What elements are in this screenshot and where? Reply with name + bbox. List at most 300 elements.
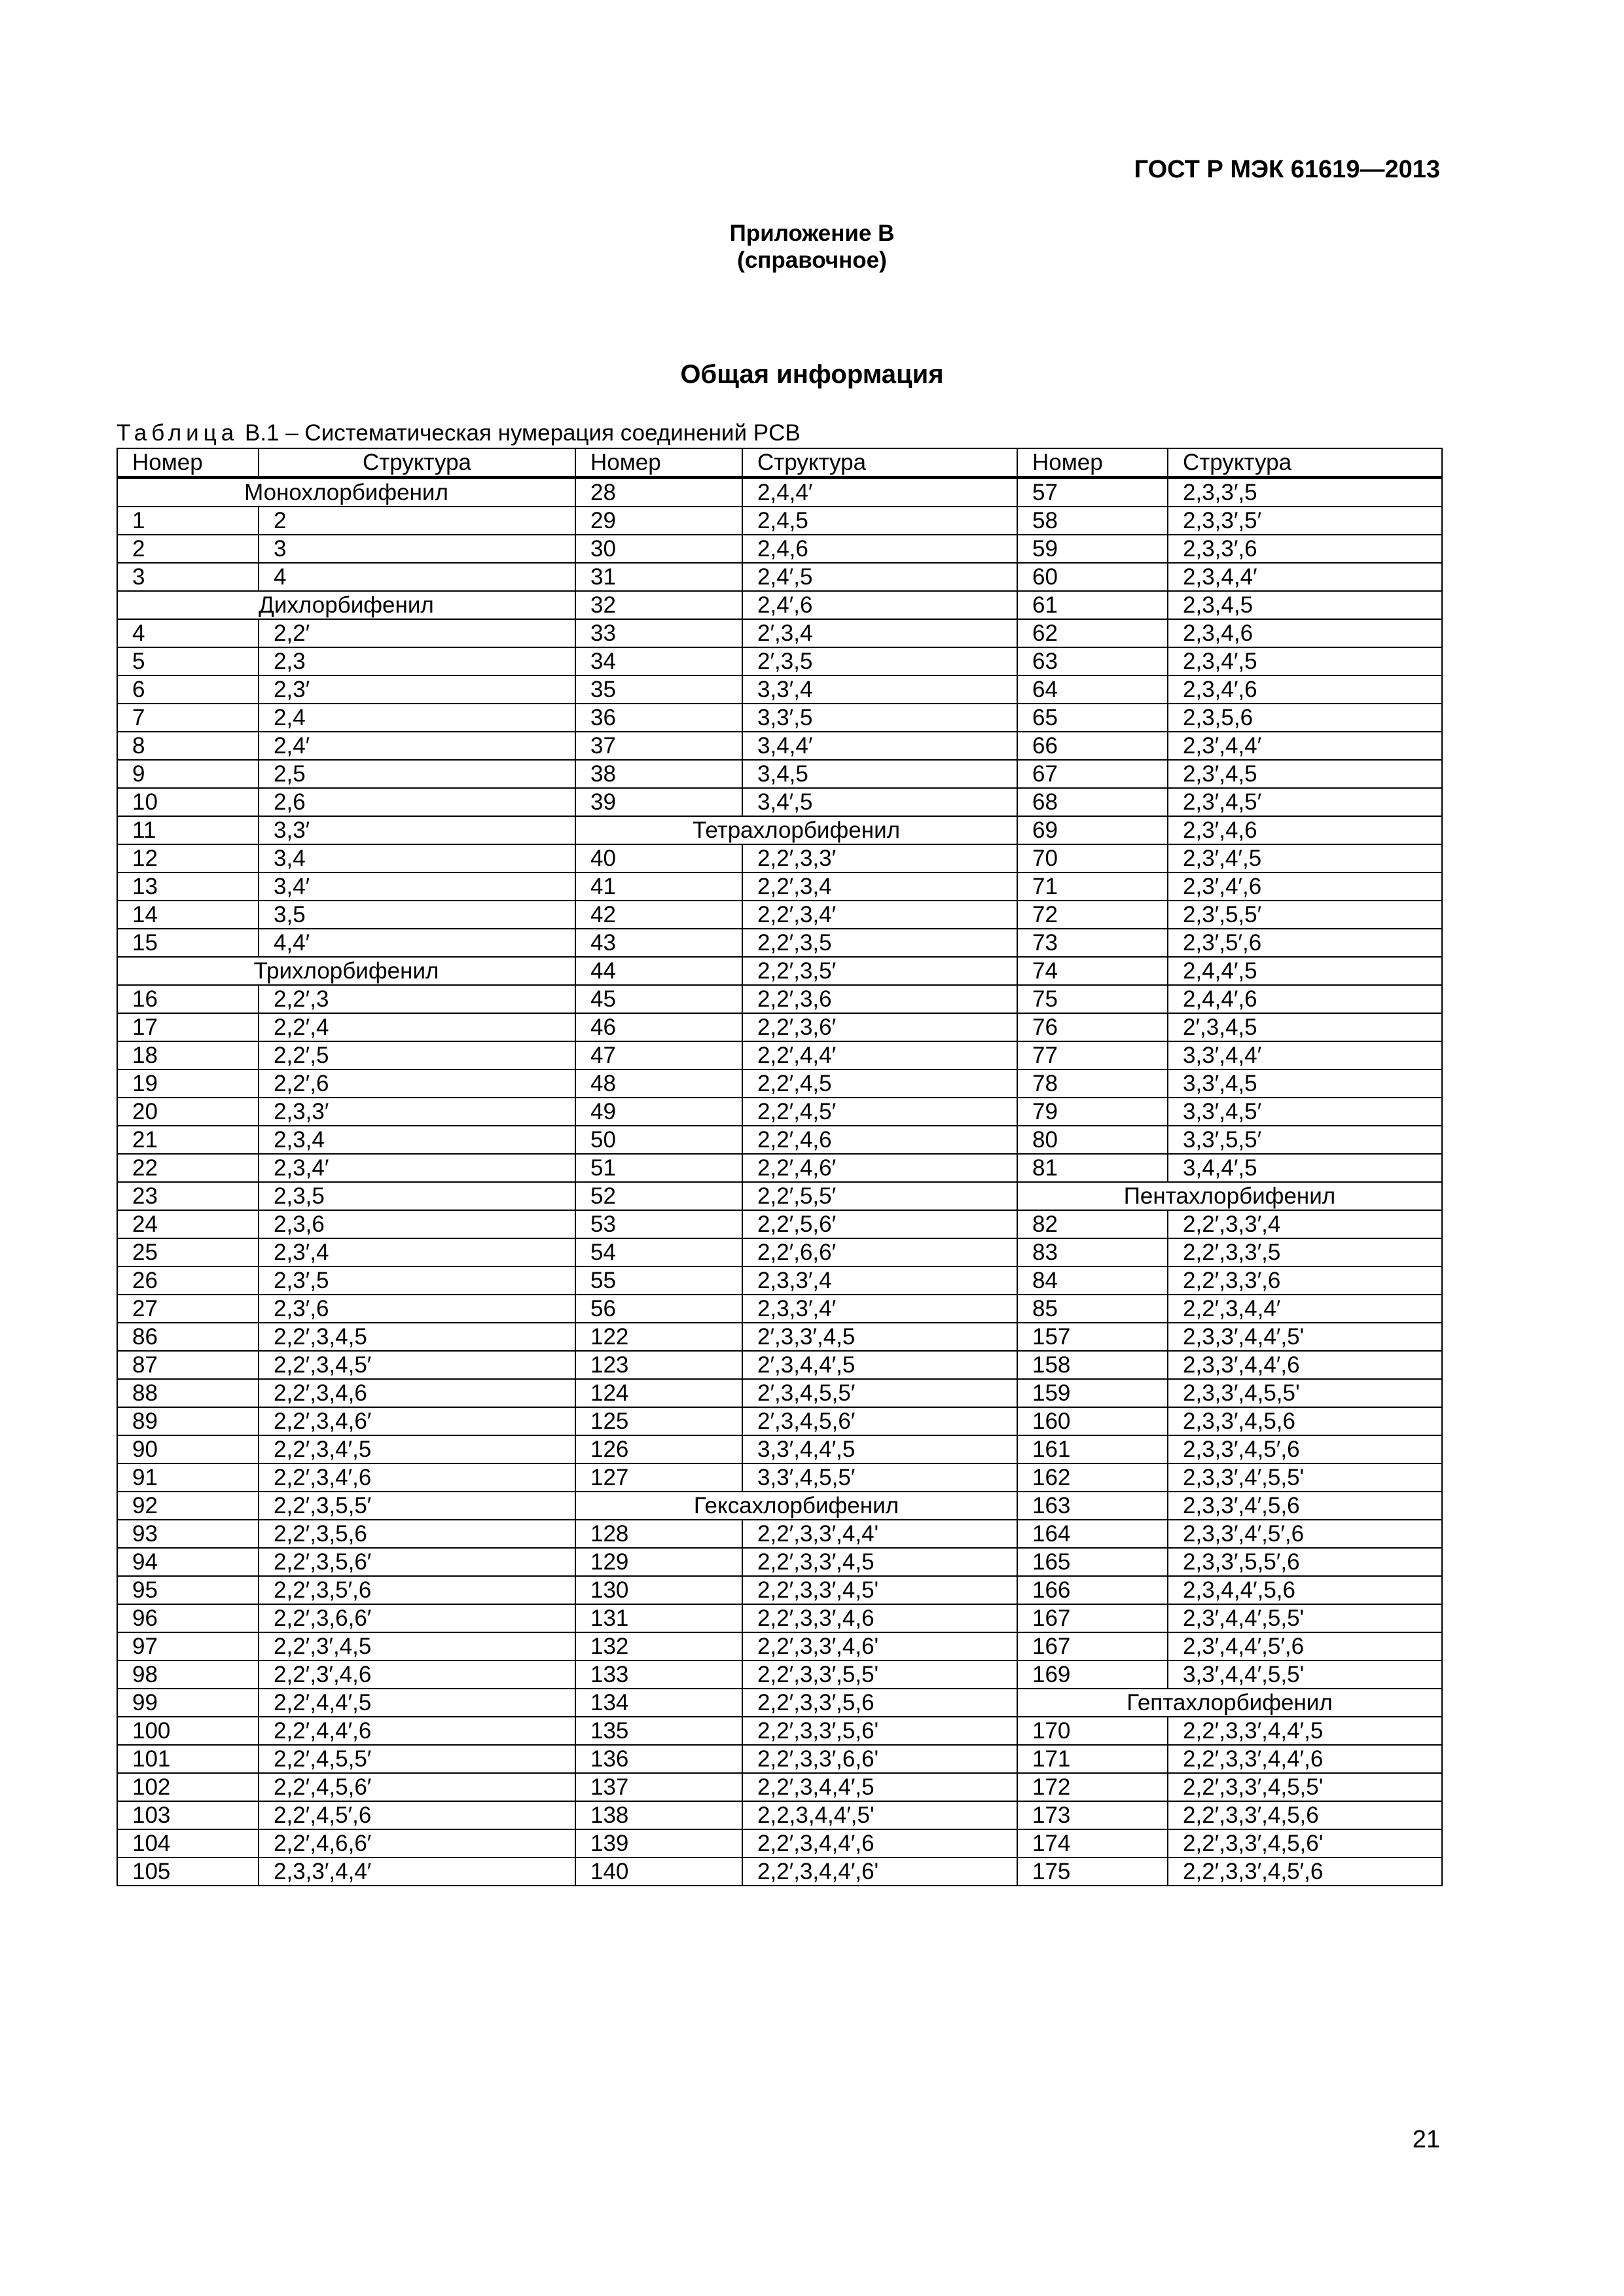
table-cell: 70 — [1017, 844, 1168, 872]
table-cell: 42 — [575, 901, 742, 929]
table-row — [117, 704, 1442, 732]
table-cell: 2,2′,3,3′,5,5' — [742, 1660, 1017, 1689]
table-cell: 57 — [1017, 478, 1168, 507]
table-cell: 4 — [117, 619, 259, 647]
table-row — [117, 1773, 1442, 1801]
table-row — [117, 591, 1442, 619]
table-cell: 2,2′,3,3′,6,6' — [742, 1745, 1017, 1773]
table-cell: 2,3′,4′,6 — [1168, 872, 1442, 901]
table-cell: 75 — [1017, 985, 1168, 1013]
table-row — [117, 1492, 1442, 1520]
table-cell: 33 — [575, 619, 742, 647]
table-row — [117, 1098, 1442, 1126]
table-cell: 55 — [575, 1266, 742, 1295]
table-cell: 2,3,4,4′,5,6 — [1168, 1576, 1442, 1604]
table-cell: 2,3′,5′,6 — [1168, 929, 1442, 957]
table-cell: 2,3,4 — [259, 1126, 575, 1154]
table-cell: 2,3′,6 — [259, 1295, 575, 1323]
table-cell: 2,3,3′,4′,5,6 — [1168, 1492, 1442, 1520]
table-cell: 76 — [1017, 1013, 1168, 1041]
table-row — [117, 1689, 1442, 1717]
table-cell: 171 — [1017, 1745, 1168, 1773]
table-cell: 139 — [575, 1829, 742, 1857]
table-cell: 77 — [1017, 1041, 1168, 1069]
section-heading: Общая информация — [680, 360, 944, 389]
table-cell: 2,2′,4,5,6′ — [259, 1773, 575, 1801]
column-header-number: Номер — [117, 448, 259, 478]
table-cell: 3,4,5 — [742, 760, 1017, 788]
table-cell: 2,4′ — [259, 732, 575, 760]
table-cell: 2,2′,3,4,4′ — [1168, 1295, 1442, 1323]
table-cell: 2,3′,4,4′,5,5' — [1168, 1604, 1442, 1632]
table-cell: 38 — [575, 760, 742, 788]
table-cell: 40 — [575, 844, 742, 872]
table-cell: 2,2′,3,3′,4,6 — [742, 1604, 1017, 1632]
table-cell: 2,2′,3,3′,5 — [1168, 1238, 1442, 1266]
table-cell: 59 — [1017, 535, 1168, 563]
table-cell: 2,3,4,5 — [1168, 591, 1442, 619]
page-number: 21 — [1412, 2126, 1440, 2153]
table-cell: 2,3,5,6 — [1168, 704, 1442, 732]
table-row — [117, 1520, 1442, 1548]
table-cell: 2,4′,6 — [742, 591, 1017, 619]
group-header-cell: Трихлорбифенил — [117, 957, 575, 985]
table-cell: 3 — [117, 563, 259, 591]
table-cell: 132 — [575, 1632, 742, 1660]
table-cell: 2,3,4,4′ — [1168, 563, 1442, 591]
table-cell: 2,3′,4,6 — [1168, 816, 1442, 844]
table-cell: 1 — [117, 507, 259, 535]
table-cell: 32 — [575, 591, 742, 619]
table-cell: 2,3,3′,4,4′ — [259, 1857, 575, 1886]
table-cell: 13 — [117, 872, 259, 901]
table-cell: 46 — [575, 1013, 742, 1041]
table-cell: 20 — [117, 1098, 259, 1126]
table-cell: 2,2′,4,5′ — [742, 1098, 1017, 1126]
table-cell: 2,2′,3,6′ — [742, 1013, 1017, 1041]
table-cell: 39 — [575, 788, 742, 816]
table-cell: 85 — [1017, 1295, 1168, 1323]
table-cell: 6 — [117, 675, 259, 704]
table-cell: 21 — [117, 1126, 259, 1154]
table-cell: 2,2′,3,3′,4,5,6 — [1168, 1801, 1442, 1829]
table-cell: 2,2′,4,5′,6 — [259, 1801, 575, 1829]
table-cell: 3,3′,4,4′ — [1168, 1041, 1442, 1069]
table-cell: 164 — [1017, 1520, 1168, 1548]
table-cell: 2,2′,4,4′,6 — [259, 1717, 575, 1745]
table-cell: 125 — [575, 1407, 742, 1435]
table-row — [117, 1351, 1442, 1379]
table-cell: 19 — [117, 1069, 259, 1098]
table-cell: 2,2′,4,4′,5 — [259, 1689, 575, 1717]
table-row — [117, 1717, 1442, 1745]
table-cell: 2,3,3′,4,5,5' — [1168, 1379, 1442, 1407]
table-cell: 11 — [117, 816, 259, 844]
table-cell: 29 — [575, 507, 742, 535]
table-cell: 60 — [1017, 563, 1168, 591]
table-cell: 3,3′,4,4′,5 — [742, 1435, 1017, 1463]
table-cell: 3 — [259, 535, 575, 563]
table-cell: 2,3′,4,5 — [1168, 760, 1442, 788]
table-cell: 100 — [117, 1717, 259, 1745]
table-cell: 2,3,3′ — [259, 1098, 575, 1126]
table-cell: 2,2′,3,3′,4,4′,6 — [1168, 1745, 1442, 1773]
table-cell: 163 — [1017, 1492, 1168, 1520]
table-cell: 159 — [1017, 1379, 1168, 1407]
table-cell: 3,3′,4,5,5′ — [742, 1463, 1017, 1492]
table-cell: 93 — [117, 1520, 259, 1548]
table-cell: 48 — [575, 1069, 742, 1098]
table-cell: 87 — [117, 1351, 259, 1379]
table-cell: 99 — [117, 1689, 259, 1717]
table-cell: 2,2′,3,3′,4,6' — [742, 1632, 1017, 1660]
table-cell: 165 — [1017, 1548, 1168, 1576]
table-cell: 66 — [1017, 732, 1168, 760]
table-cell: 161 — [1017, 1435, 1168, 1463]
table-cell: 37 — [575, 732, 742, 760]
table-cell: 2 — [259, 507, 575, 535]
table-row — [117, 1126, 1442, 1154]
table-cell: 131 — [575, 1604, 742, 1632]
table-cell: 126 — [575, 1435, 742, 1463]
group-header-cell: Дихлорбифенил — [117, 591, 575, 619]
table-cell: 72 — [1017, 901, 1168, 929]
table-cell: 133 — [575, 1660, 742, 1689]
table-cell: 31 — [575, 563, 742, 591]
table-cell: 2,2′,4,5 — [742, 1069, 1017, 1098]
table-cell: 2,2′,3,4′,5 — [259, 1435, 575, 1463]
table-cell: 2,2′,3,3′,4,4′,5 — [1168, 1717, 1442, 1745]
table-cell: 36 — [575, 704, 742, 732]
table-cell: 3,3′ — [259, 816, 575, 844]
table-cell: 2,2′,3,4,4′,6' — [742, 1857, 1017, 1886]
table-cell: 2,2′,3′,4,5 — [259, 1632, 575, 1660]
table-row — [117, 1801, 1442, 1829]
table-cell: 122 — [575, 1323, 742, 1351]
table-cell: 2,3,3′,4 — [742, 1266, 1017, 1295]
table-cell: 9 — [117, 760, 259, 788]
table-cell: 3,4,4′,5 — [1168, 1154, 1442, 1182]
table-cell: 88 — [117, 1379, 259, 1407]
table-cell: 2,2′,3,5′,6 — [259, 1576, 575, 1604]
table-cell: 2,2,3,4,4′,5' — [742, 1801, 1017, 1829]
table-cell: 2,2′,3′,4,6 — [259, 1660, 575, 1689]
table-cell: 2,3,3′,4′,5,5' — [1168, 1463, 1442, 1492]
table-cell: 49 — [575, 1098, 742, 1126]
column-header-structure: Структура — [1168, 448, 1442, 478]
table-cell: 24 — [117, 1210, 259, 1238]
table-cell: 173 — [1017, 1801, 1168, 1829]
table-cell: 74 — [1017, 957, 1168, 985]
table-cell: 167 — [1017, 1604, 1168, 1632]
table-row — [117, 844, 1442, 872]
table-cell: 2,2′,5 — [259, 1041, 575, 1069]
table-row — [117, 1266, 1442, 1295]
table-cell: 68 — [1017, 788, 1168, 816]
table-cell: 130 — [575, 1576, 742, 1604]
table-cell: 101 — [117, 1745, 259, 1773]
table-cell: 92 — [117, 1492, 259, 1520]
table-cell: 23 — [117, 1182, 259, 1210]
table-cell: 2′,3,4,5,6′ — [742, 1407, 1017, 1435]
table-cell: 63 — [1017, 647, 1168, 675]
table-cell: 97 — [117, 1632, 259, 1660]
table-cell: 22 — [117, 1154, 259, 1182]
table-cell: 2,2′,3,4,5 — [259, 1323, 575, 1351]
table-cell: 2,2′,4,6 — [742, 1126, 1017, 1154]
table-cell: 3,3′,4,5 — [1168, 1069, 1442, 1098]
table-cell: 3,4′,5 — [742, 788, 1017, 816]
table-cell: 104 — [117, 1829, 259, 1857]
table-cell: 2,2′,3,5,5′ — [259, 1492, 575, 1520]
document-code: ГОСТ Р МЭК 61619—2013 — [1134, 156, 1440, 183]
table-cell: 17 — [117, 1013, 259, 1041]
table-cell: 71 — [1017, 872, 1168, 901]
table-cell: 2,2′,3,3′,6 — [1168, 1266, 1442, 1295]
table-cell: 2,3,5 — [259, 1182, 575, 1210]
table-cell: 2,3′,4 — [259, 1238, 575, 1266]
table-cell: 2,3,3′,4′,5′,6 — [1168, 1520, 1442, 1548]
table-cell: 67 — [1017, 760, 1168, 788]
table-cell: 56 — [575, 1295, 742, 1323]
table-cell: 138 — [575, 1801, 742, 1829]
table-cell: 2,3,3′,4,4′,6 — [1168, 1351, 1442, 1379]
table-cell: 129 — [575, 1548, 742, 1576]
group-header-cell: Монохлорбифенил — [117, 478, 575, 507]
table-cell: 2,2′,3,3′,5,6 — [742, 1689, 1017, 1717]
table-cell: 43 — [575, 929, 742, 957]
table-cell: 2,2′,4,6,6′ — [259, 1829, 575, 1857]
table-cell: 2,3′,4,4′,5′,6 — [1168, 1632, 1442, 1660]
table-cell: 2,2′,4 — [259, 1013, 575, 1041]
table-cell: 84 — [1017, 1266, 1168, 1295]
table-cell: 2,2′,3,4 — [742, 872, 1017, 901]
table-row — [117, 1182, 1442, 1210]
table-caption-label: Таблица — [117, 420, 239, 446]
table-caption — [117, 419, 801, 448]
table-cell: 15 — [117, 929, 259, 957]
table-row — [117, 1407, 1442, 1435]
table-cell: 2,4,6 — [742, 535, 1017, 563]
table-header-row — [117, 448, 1442, 478]
table-row — [117, 1323, 1442, 1351]
table-cell: 2,4′,5 — [742, 563, 1017, 591]
table-row — [117, 1745, 1442, 1773]
table-row — [117, 901, 1442, 929]
table-cell: 2′,3,4,5,5′ — [742, 1379, 1017, 1407]
group-header-cell: Гексахлорбифенил — [575, 1492, 1017, 1520]
table-row — [117, 478, 1442, 507]
table-cell: 2,3,4,6 — [1168, 619, 1442, 647]
table-cell: 102 — [117, 1773, 259, 1801]
table-cell: 103 — [117, 1801, 259, 1829]
table-cell: 78 — [1017, 1069, 1168, 1098]
table-cell: 2,2′,3,3′,4,5 — [742, 1548, 1017, 1576]
table-cell: 3,3′,5 — [742, 704, 1017, 732]
table-row — [117, 1041, 1442, 1069]
table-row — [117, 619, 1442, 647]
table-cell: 2,3,4′,6 — [1168, 675, 1442, 704]
table-cell: 2,3′,4,4′ — [1168, 732, 1442, 760]
table-cell: 2,2′,3,5 — [742, 929, 1017, 957]
table-row — [117, 929, 1442, 957]
table-row — [117, 1548, 1442, 1576]
table-cell: 105 — [117, 1857, 259, 1886]
table-cell: 123 — [575, 1351, 742, 1379]
table-cell: 54 — [575, 1238, 742, 1266]
table-row — [117, 563, 1442, 591]
group-header-cell: Гептахлорбифенил — [1017, 1689, 1442, 1717]
table-cell: 91 — [117, 1463, 259, 1492]
table-cell: 2,2′,3,4,6′ — [259, 1407, 575, 1435]
table-cell: 25 — [117, 1238, 259, 1266]
table-cell: 34 — [575, 647, 742, 675]
table-cell: 14 — [117, 901, 259, 929]
table-row — [117, 1238, 1442, 1266]
group-header-cell: Пентахлорбифенил — [1017, 1182, 1442, 1210]
table-cell: 83 — [1017, 1238, 1168, 1266]
table-cell: 2 — [117, 535, 259, 563]
table-row — [117, 1069, 1442, 1098]
table-cell: 2,2′,6 — [259, 1069, 575, 1098]
table-cell: 2,2′,3,3′,5,6' — [742, 1717, 1017, 1745]
table-row — [117, 1379, 1442, 1407]
column-header-number: Номер — [1017, 448, 1168, 478]
table-cell: 65 — [1017, 704, 1168, 732]
table-cell: 3,3′,4 — [742, 675, 1017, 704]
table-cell: 52 — [575, 1182, 742, 1210]
table-cell: 94 — [117, 1548, 259, 1576]
table-cell: 10 — [117, 788, 259, 816]
table-cell: 73 — [1017, 929, 1168, 957]
table-row — [117, 1829, 1442, 1857]
table-row — [117, 1576, 1442, 1604]
table-cell: 82 — [1017, 1210, 1168, 1238]
table-cell: 2,3′,5 — [259, 1266, 575, 1295]
table-cell: 2,2′,3,3′,4,5′,6 — [1168, 1857, 1442, 1886]
table-row — [117, 535, 1442, 563]
table-cell: 3,4 — [259, 844, 575, 872]
table-cell: 2,3′,4,5′ — [1168, 788, 1442, 816]
table-row — [117, 1013, 1442, 1041]
table-row — [117, 1857, 1442, 1886]
table-cell: 41 — [575, 872, 742, 901]
table-cell: 4,4′ — [259, 929, 575, 957]
table-cell: 2,3,4′,5 — [1168, 647, 1442, 675]
table-cell: 3,3′,4,5′ — [1168, 1098, 1442, 1126]
table-row — [117, 1463, 1442, 1492]
table-cell: 2′,3,3′,4,5 — [742, 1323, 1017, 1351]
table-row — [117, 1210, 1442, 1238]
table-row — [117, 1295, 1442, 1323]
table-cell: 2,6 — [259, 788, 575, 816]
table-cell: 4 — [259, 563, 575, 591]
table-cell: 2,2′ — [259, 619, 575, 647]
table-cell: 2,2′,4,5,5′ — [259, 1745, 575, 1773]
table-cell: 2,3,3′,5′ — [1168, 507, 1442, 535]
table-cell: 64 — [1017, 675, 1168, 704]
table-cell: 44 — [575, 957, 742, 985]
table-cell: 96 — [117, 1604, 259, 1632]
table-caption-text: В.1 – Систематическая нумерация соединений PCB — [244, 420, 801, 446]
table-cell: 2,3,3′,6 — [1168, 535, 1442, 563]
table-cell: 2,3,3′,4,5,6 — [1168, 1407, 1442, 1435]
table-cell: 26 — [117, 1266, 259, 1295]
table-cell: 53 — [575, 1210, 742, 1238]
column-header-structure: Структура — [742, 448, 1017, 478]
table-cell: 45 — [575, 985, 742, 1013]
table-cell: 2,2′,3,3′ — [742, 844, 1017, 872]
table-cell: 2,2′,3,3′,4,5,5' — [1168, 1773, 1442, 1801]
column-header-number: Номер — [575, 448, 742, 478]
table-row — [117, 1632, 1442, 1660]
table-cell: 58 — [1017, 507, 1168, 535]
table-cell: 2,3,3′,4,4′,5' — [1168, 1323, 1442, 1351]
table-row — [117, 1154, 1442, 1182]
table-cell: 158 — [1017, 1351, 1168, 1379]
table-cell: 128 — [575, 1520, 742, 1548]
table-cell: 89 — [117, 1407, 259, 1435]
table-cell: 2,5 — [259, 760, 575, 788]
table-cell: 2,2′,3,4′ — [742, 901, 1017, 929]
table-cell: 2,3,4′ — [259, 1154, 575, 1182]
group-header-cell: Тетрахлорбифенил — [575, 816, 1017, 844]
table-row — [117, 1604, 1442, 1632]
table-cell: 2,3,6 — [259, 1210, 575, 1238]
table-cell: 2,3,3′,4′ — [742, 1295, 1017, 1323]
table-cell: 2,3,3′,5,5′,6 — [1168, 1548, 1442, 1576]
table-row — [117, 647, 1442, 675]
table-cell: 30 — [575, 535, 742, 563]
table-cell: 95 — [117, 1576, 259, 1604]
table-cell: 2,2′,6,6′ — [742, 1238, 1017, 1266]
table-cell: 2′,3,4,4′,5 — [742, 1351, 1017, 1379]
appendix-title: Приложение В — [729, 221, 895, 246]
table-row — [117, 957, 1442, 985]
table-cell: 134 — [575, 1689, 742, 1717]
table-cell: 140 — [575, 1857, 742, 1886]
table-cell: 62 — [1017, 619, 1168, 647]
table-cell: 170 — [1017, 1717, 1168, 1745]
table-cell: 2,3,3′,4,5′,6 — [1168, 1435, 1442, 1463]
table-cell: 12 — [117, 844, 259, 872]
table-cell: 51 — [575, 1154, 742, 1182]
table-cell: 174 — [1017, 1829, 1168, 1857]
table-cell: 2,2′,3,3′,4,5,6' — [1168, 1829, 1442, 1857]
table-cell: 2,2′,5,6′ — [742, 1210, 1017, 1238]
table-cell: 157 — [1017, 1323, 1168, 1351]
table-cell: 2,3′,4′,5 — [1168, 844, 1442, 872]
table-cell: 2,2′,3,5′ — [742, 957, 1017, 985]
table-cell: 27 — [117, 1295, 259, 1323]
table-cell: 2,2′,3,5,6′ — [259, 1548, 575, 1576]
table-cell: 124 — [575, 1379, 742, 1407]
table-cell: 2,2′,5,5′ — [742, 1182, 1017, 1210]
table-cell: 79 — [1017, 1098, 1168, 1126]
table-row — [117, 1435, 1442, 1463]
table-cell: 80 — [1017, 1126, 1168, 1154]
table-cell: 69 — [1017, 816, 1168, 844]
table-row — [117, 872, 1442, 901]
table-cell: 90 — [117, 1435, 259, 1463]
appendix-note: (справочное) — [737, 247, 887, 273]
table-row — [117, 760, 1442, 788]
table-cell: 2,3′,5,5′ — [1168, 901, 1442, 929]
table-cell: 2,2′,3,3′,4,5' — [742, 1576, 1017, 1604]
table-row — [117, 675, 1442, 704]
table-cell: 2,2′,4,6′ — [742, 1154, 1017, 1182]
table-cell: 2,2′,3 — [259, 985, 575, 1013]
